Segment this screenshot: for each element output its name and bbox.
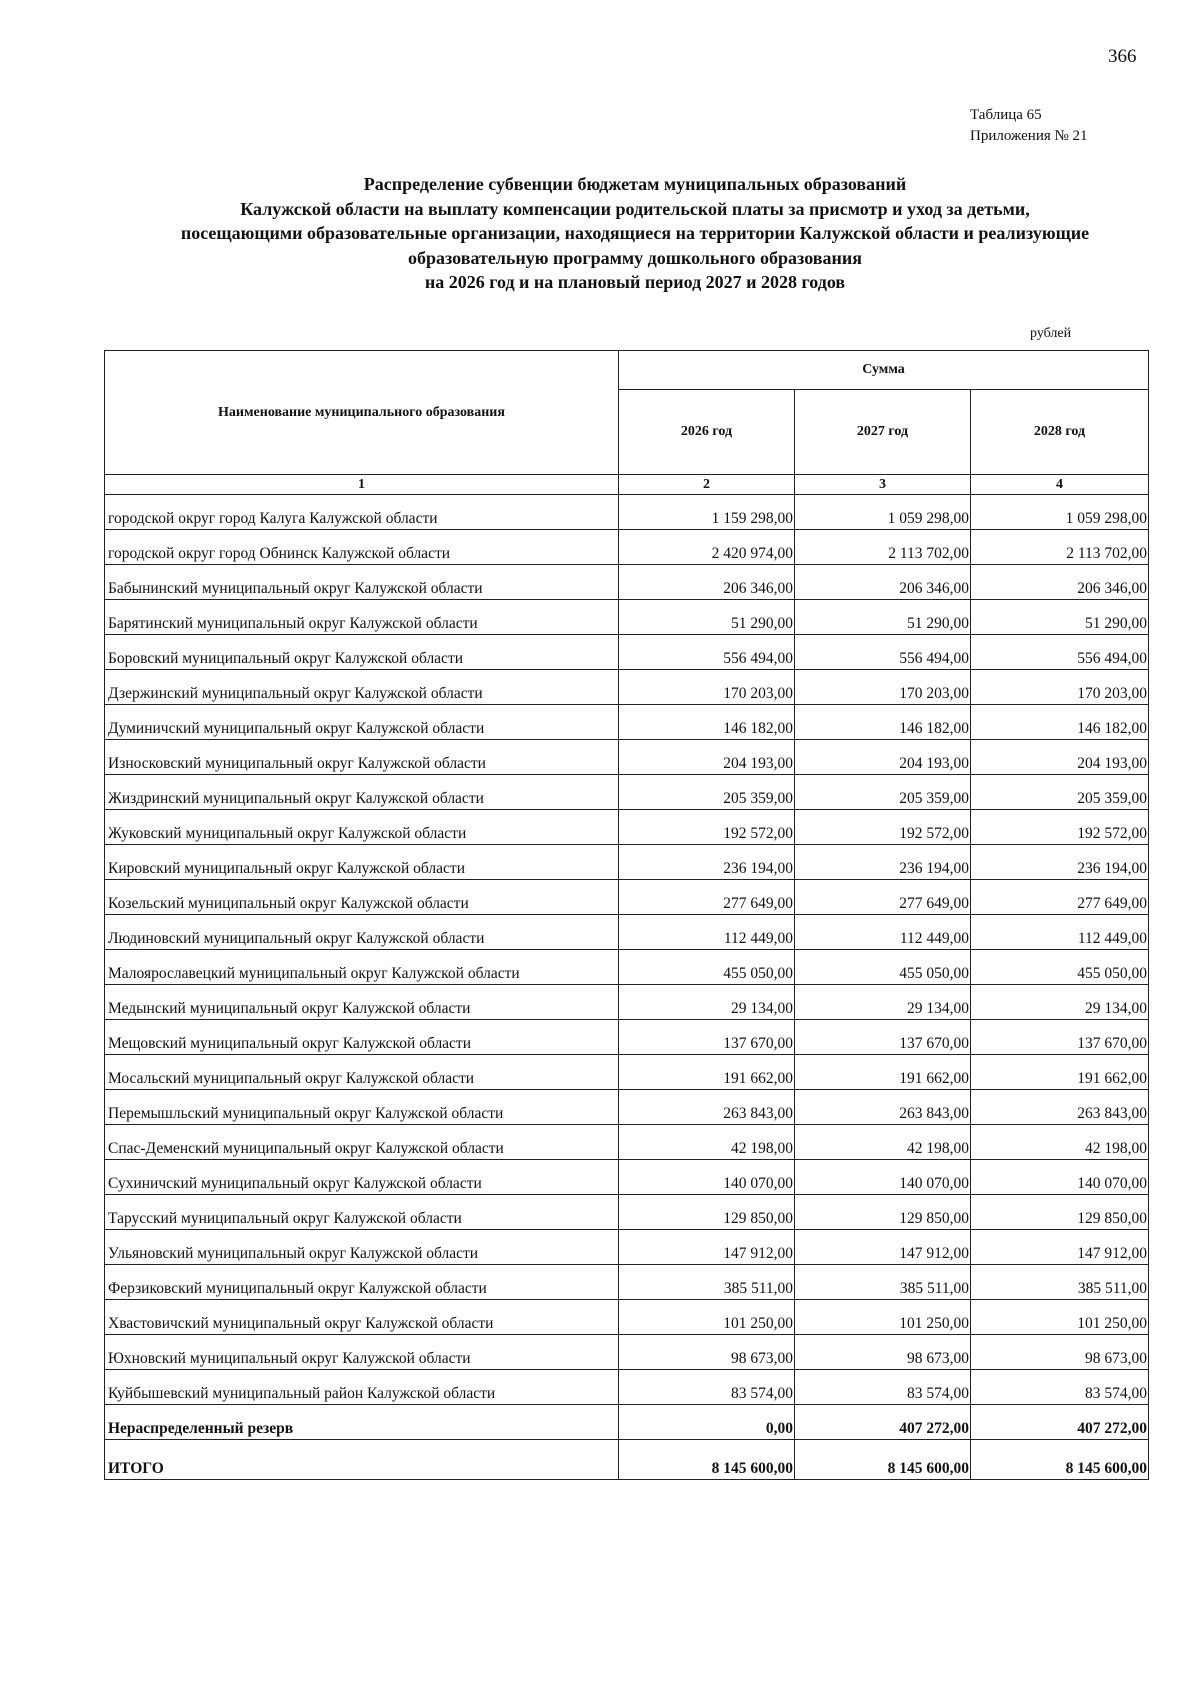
- amount-2027: 2 113 702,00: [795, 530, 971, 565]
- table-row: [105, 1335, 1149, 1370]
- amount-2026: 29 134,00: [619, 985, 795, 1020]
- table-row: [105, 880, 1149, 915]
- table-row: [105, 600, 1149, 635]
- table-row: [105, 1300, 1149, 1335]
- table-row: [105, 985, 1149, 1020]
- amount-2027: 263 843,00: [795, 1090, 971, 1125]
- table-row: [105, 775, 1149, 810]
- amount-2027: 83 574,00: [795, 1370, 971, 1405]
- municipality-name: городской округ город Обнинск Калужской области: [105, 530, 619, 565]
- table-row: [105, 845, 1149, 880]
- amount-2027: 455 050,00: [795, 950, 971, 985]
- amount-2027: 137 670,00: [795, 1020, 971, 1055]
- sum-column-header: Сумма: [619, 351, 1149, 390]
- amount-2028: 191 662,00: [971, 1055, 1149, 1090]
- amount-2028: 205 359,00: [971, 775, 1149, 810]
- amount-2026: 147 912,00: [619, 1230, 795, 1265]
- amount-2028: 83 574,00: [971, 1370, 1149, 1405]
- amount-2028: 140 070,00: [971, 1160, 1149, 1195]
- table-row: [105, 1020, 1149, 1055]
- amount-2027: 140 070,00: [795, 1160, 971, 1195]
- table-row: [105, 635, 1149, 670]
- title-line: Распределение субвенции бюджетам муниципальных образований: [363, 174, 907, 194]
- amount-2027: 206 346,00: [795, 565, 971, 600]
- amount-2026: 101 250,00: [619, 1300, 795, 1335]
- amount-2027: 101 250,00: [795, 1300, 971, 1335]
- amount-2028: 147 912,00: [971, 1230, 1149, 1265]
- municipality-name: Износковский муниципальный округ Калужской области: [105, 740, 619, 775]
- municipality-name: Кировский муниципальный округ Калужской области: [105, 845, 619, 880]
- municipality-name: Жуковский муниципальный округ Калужской области: [105, 810, 619, 845]
- table-row: [105, 530, 1149, 565]
- municipality-name: Мещовский муниципальный округ Калужской области: [105, 1020, 619, 1055]
- amount-2026: 236 194,00: [619, 845, 795, 880]
- reserve-row: [105, 1405, 1149, 1440]
- amount-2026: 137 670,00: [619, 1020, 795, 1055]
- amount-2026: 42 198,00: [619, 1125, 795, 1160]
- column-number: 4: [971, 475, 1149, 495]
- amount-2028: 129 850,00: [971, 1195, 1149, 1230]
- amount-2027: 147 912,00: [795, 1230, 971, 1265]
- table-row: [105, 1160, 1149, 1195]
- amount-2028: 29 134,00: [971, 985, 1149, 1020]
- table-row: [105, 1090, 1149, 1125]
- amount-2027: 51 290,00: [795, 600, 971, 635]
- municipality-name: Боровский муниципальный округ Калужской области: [105, 635, 619, 670]
- municipality-name: Куйбышевский муниципальный район Калужской области: [105, 1370, 619, 1405]
- amount-2027: 192 572,00: [795, 810, 971, 845]
- amount-2027: 204 193,00: [795, 740, 971, 775]
- page-number: 366: [1108, 46, 1137, 67]
- municipality-name: Тарусский муниципальный округ Калужской области: [105, 1195, 619, 1230]
- table-number: Таблица 65: [970, 107, 1042, 123]
- amount-2027: 385 511,00: [795, 1265, 971, 1300]
- amount-2026: 556 494,00: [619, 635, 795, 670]
- amount-2026: 277 649,00: [619, 880, 795, 915]
- title-line: образовательную программу дошкольного образования: [408, 247, 862, 268]
- table-row: [105, 1370, 1149, 1405]
- amount-2026: 455 050,00: [619, 950, 795, 985]
- municipality-name: Думиничский муниципальный округ Калужской области: [105, 705, 619, 740]
- table-row: [105, 915, 1149, 950]
- table-row: [105, 950, 1149, 985]
- units-label: рублей: [1030, 326, 1072, 341]
- amount-2026: 98 673,00: [619, 1335, 795, 1370]
- municipality-name: Малоярославецкий муниципальный округ Калужской области: [105, 950, 619, 985]
- amount-2026: 2 420 974,00: [619, 530, 795, 565]
- amount-2026: 83 574,00: [619, 1370, 795, 1405]
- amount-2028: 146 182,00: [971, 705, 1149, 740]
- amount-2026: 146 182,00: [619, 705, 795, 740]
- reserve-2027: 407 272,00: [795, 1405, 971, 1440]
- year-2027-header: 2027 год: [795, 390, 971, 475]
- amount-2026: 206 346,00: [619, 565, 795, 600]
- table-row: [105, 1265, 1149, 1300]
- amount-2028: 277 649,00: [971, 880, 1149, 915]
- amount-2028: 101 250,00: [971, 1300, 1149, 1335]
- amount-2026: 112 449,00: [619, 915, 795, 950]
- amount-2026: 140 070,00: [619, 1160, 795, 1195]
- amount-2027: 236 194,00: [795, 845, 971, 880]
- table-row: [105, 565, 1149, 600]
- amount-2027: 98 673,00: [795, 1335, 971, 1370]
- municipality-name: Медынский муниципальный округ Калужской области: [105, 985, 619, 1020]
- amount-2026: 385 511,00: [619, 1265, 795, 1300]
- amount-2026: 205 359,00: [619, 775, 795, 810]
- total-name: ИТОГО: [105, 1440, 619, 1480]
- table-row: [105, 740, 1149, 775]
- amount-2028: 51 290,00: [971, 600, 1149, 635]
- table-row: [105, 810, 1149, 845]
- amount-2028: 263 843,00: [971, 1090, 1149, 1125]
- amount-2027: 277 649,00: [795, 880, 971, 915]
- total-2027: 8 145 600,00: [795, 1440, 971, 1480]
- municipality-name: Бабынинский муниципальный округ Калужской области: [105, 565, 619, 600]
- amount-2027: 205 359,00: [795, 775, 971, 810]
- amount-2028: 236 194,00: [971, 845, 1149, 880]
- name-column-header: Наименование муниципального образования: [105, 351, 619, 475]
- municipality-name: Людиновский муниципальный округ Калужской области: [105, 915, 619, 950]
- total-2026: 8 145 600,00: [619, 1440, 795, 1480]
- amount-2028: 385 511,00: [971, 1265, 1149, 1300]
- table-row: [105, 1055, 1149, 1090]
- amount-2027: 191 662,00: [795, 1055, 971, 1090]
- amount-2026: 129 850,00: [619, 1195, 795, 1230]
- amount-2026: 51 290,00: [619, 600, 795, 635]
- amount-2028: 455 050,00: [971, 950, 1149, 985]
- municipality-name: Хвастовичский муниципальный округ Калужской области: [105, 1300, 619, 1335]
- column-number: 1: [105, 475, 619, 495]
- amount-2027: 29 134,00: [795, 985, 971, 1020]
- municipality-name: Мосальский муниципальный округ Калужской области: [105, 1055, 619, 1090]
- amount-2028: 1 059 298,00: [971, 495, 1149, 530]
- table-row: [105, 1230, 1149, 1265]
- municipality-name: Жиздринский муниципальный округ Калужской области: [105, 775, 619, 810]
- table-reference: [970, 105, 1088, 147]
- amount-2028: 98 673,00: [971, 1335, 1149, 1370]
- municipality-name: Ферзиковский муниципальный округ Калужской области: [105, 1265, 619, 1300]
- amount-2028: 206 346,00: [971, 565, 1149, 600]
- amount-2027: 129 850,00: [795, 1195, 971, 1230]
- reserve-name: Нераспределенный резерв: [105, 1405, 619, 1440]
- amount-2028: 2 113 702,00: [971, 530, 1149, 565]
- municipality-name: городской округ город Калуга Калужской области: [105, 495, 619, 530]
- municipality-name: Козельский муниципальный округ Калужской области: [105, 880, 619, 915]
- amount-2027: 112 449,00: [795, 915, 971, 950]
- municipality-name: Сухиничский муниципальный округ Калужской области: [105, 1160, 619, 1195]
- amount-2027: 1 059 298,00: [795, 495, 971, 530]
- municipality-name: Юхновский муниципальный округ Калужской области: [105, 1335, 619, 1370]
- reserve-2026: 0,00: [619, 1405, 795, 1440]
- amount-2026: 204 193,00: [619, 740, 795, 775]
- title-line: Калужской области на выплату компенсации родительской платы за присмотр и уход за детьми,: [240, 198, 1030, 219]
- total-row: [105, 1440, 1149, 1480]
- amount-2028: 170 203,00: [971, 670, 1149, 705]
- municipality-name: Дзержинский муниципальный округ Калужской области: [105, 670, 619, 705]
- amount-2027: 42 198,00: [795, 1125, 971, 1160]
- document-title: [80, 172, 1190, 295]
- year-2028-header: 2028 год: [971, 390, 1149, 475]
- amount-2028: 112 449,00: [971, 915, 1149, 950]
- amount-2028: 137 670,00: [971, 1020, 1149, 1055]
- amount-2028: 556 494,00: [971, 635, 1149, 670]
- amount-2026: 192 572,00: [619, 810, 795, 845]
- table-row: [105, 1195, 1149, 1230]
- municipality-name: Ульяновский муниципальный округ Калужской области: [105, 1230, 619, 1265]
- amount-2028: 204 193,00: [971, 740, 1149, 775]
- amount-2026: 170 203,00: [619, 670, 795, 705]
- appendix-number: Приложения № 21: [970, 128, 1088, 144]
- column-number: 2: [619, 475, 795, 495]
- amount-2028: 192 572,00: [971, 810, 1149, 845]
- subvention-table: [104, 350, 1149, 1480]
- municipality-name: Барятинский муниципальный округ Калужской области: [105, 600, 619, 635]
- amount-2028: 42 198,00: [971, 1125, 1149, 1160]
- table-row: [105, 670, 1149, 705]
- total-2028: 8 145 600,00: [971, 1440, 1149, 1480]
- table-row: [105, 1125, 1149, 1160]
- amount-2026: 263 843,00: [619, 1090, 795, 1125]
- reserve-2028: 407 272,00: [971, 1405, 1149, 1440]
- table-body: [105, 495, 1149, 1405]
- municipality-name: Перемышльский муниципальный округ Калужской области: [105, 1090, 619, 1125]
- amount-2027: 146 182,00: [795, 705, 971, 740]
- title-line: посещающими образовательные организации, находящиеся на территории Калужской области и реализующие: [180, 223, 1090, 243]
- table-row: [105, 495, 1149, 530]
- title-line: на 2026 год и на плановый период 2027 и 2028 годов: [424, 272, 846, 292]
- amount-2026: 191 662,00: [619, 1055, 795, 1090]
- amount-2027: 556 494,00: [795, 635, 971, 670]
- municipality-name: Спас-Деменский муниципальный округ Калужской области: [105, 1125, 619, 1160]
- year-2026-header: 2026 год: [619, 390, 795, 475]
- amount-2027: 170 203,00: [795, 670, 971, 705]
- table-row: [105, 705, 1149, 740]
- column-number: 3: [795, 475, 971, 495]
- amount-2026: 1 159 298,00: [619, 495, 795, 530]
